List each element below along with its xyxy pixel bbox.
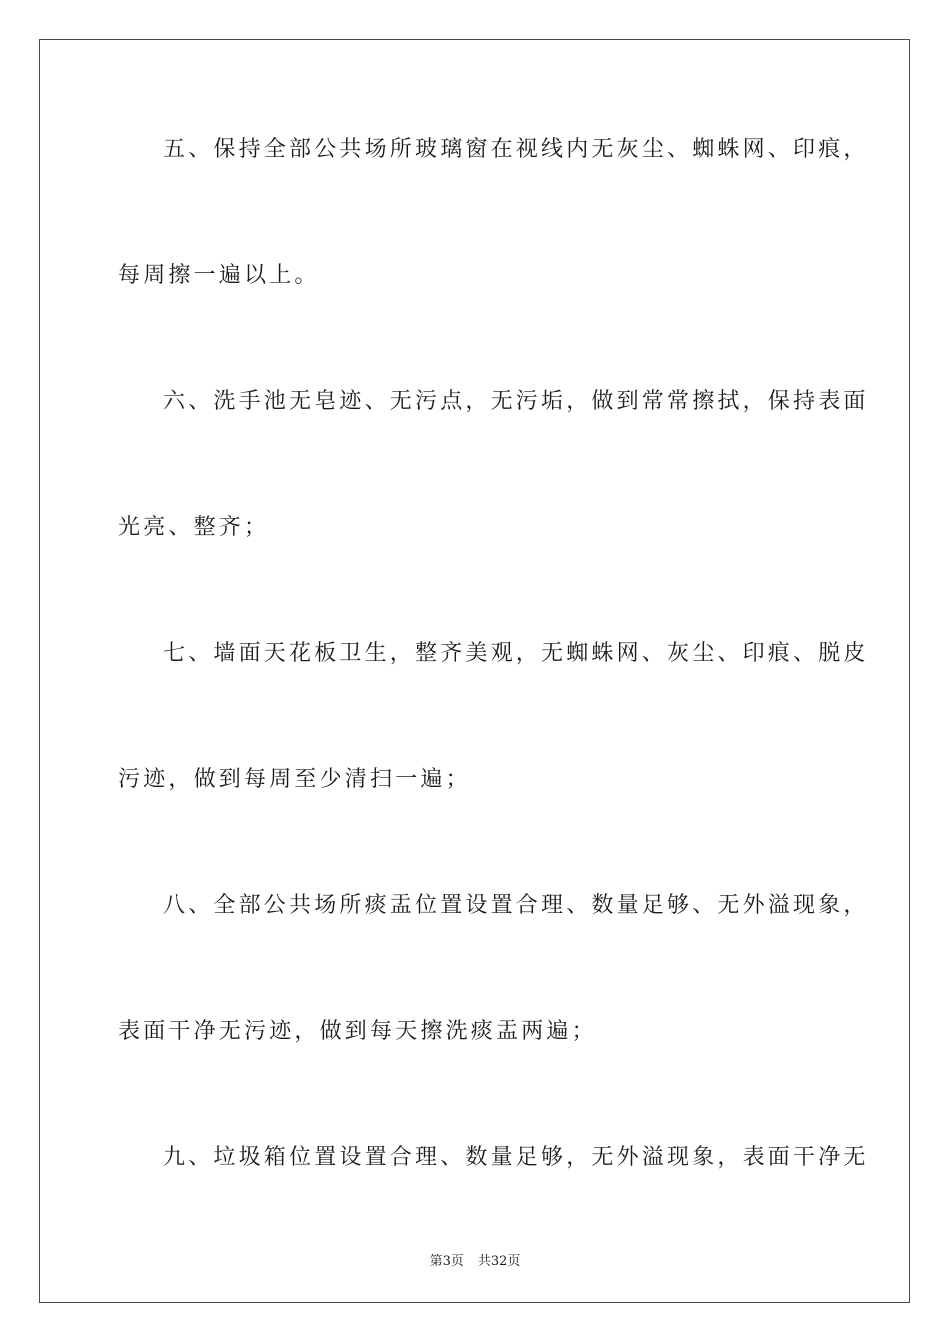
paragraph-line: 污迹，做到每周至少清扫一遍； bbox=[118, 767, 471, 792]
paragraph-line: 光亮、整齐； bbox=[118, 515, 270, 540]
paragraph-line: 九、垃圾箱位置设置合理、数量足够，无外溢现象，表面干净无 bbox=[163, 1145, 869, 1170]
paragraph-line: 八、全部公共场所痰盂位置设置合理、数量足够、无外溢现象， bbox=[163, 893, 869, 918]
page-footer bbox=[0, 1250, 950, 1269]
paragraph-line: 五、保持全部公共场所玻璃窗在视线内无灰尘、蜘蛛网、印痕， bbox=[163, 137, 869, 162]
paragraph-line: 七、墙面天花板卫生，整齐美观，无蜘蛛网、灰尘、印痕、脱皮 bbox=[163, 641, 869, 666]
page-number: 第3页 bbox=[429, 1254, 464, 1269]
paragraph-line: 六、洗手池无皂迹、无污点，无污垢，做到常常擦拭，保持表面 bbox=[163, 389, 869, 414]
paragraph-line: 每周擦一遍以上。 bbox=[118, 263, 320, 288]
paragraph-line: 表面干净无污迹，做到每天擦洗痰盂两遍； bbox=[118, 1019, 597, 1044]
page-total: 共32页 bbox=[477, 1254, 521, 1269]
page-border bbox=[39, 39, 910, 1303]
